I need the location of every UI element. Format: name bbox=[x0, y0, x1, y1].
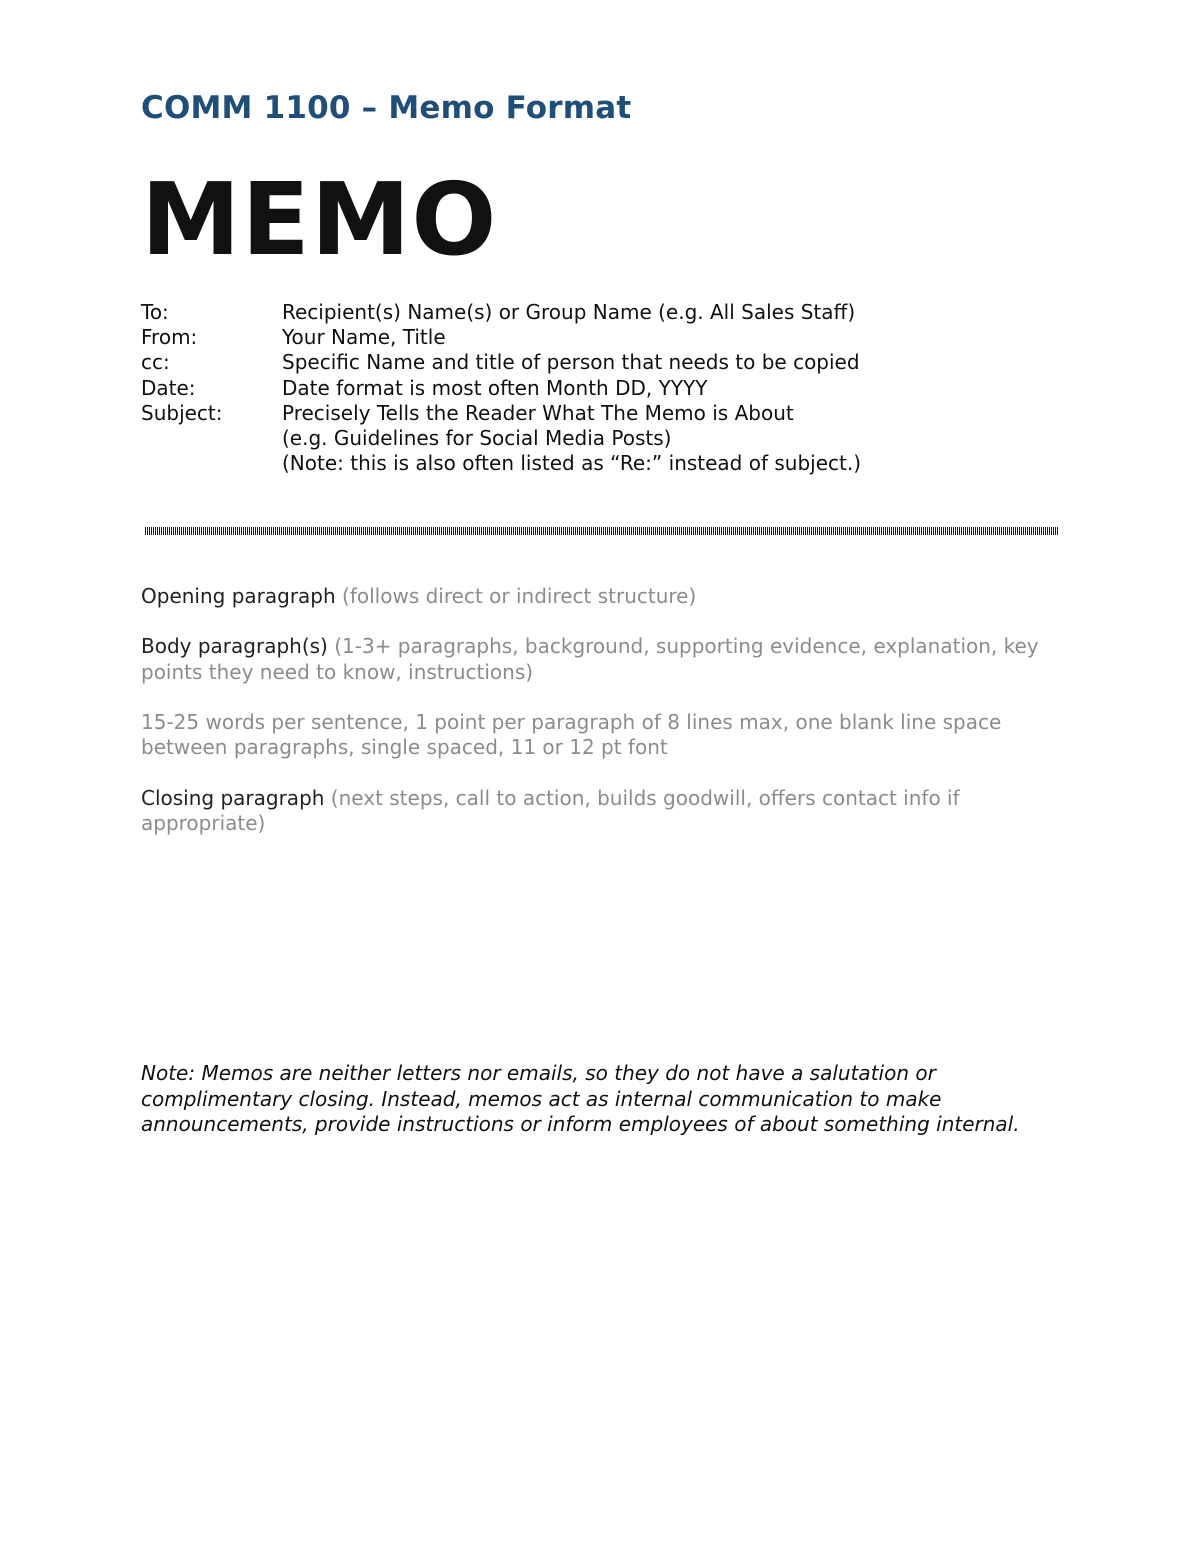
body-lead: Body paragraph(s) bbox=[141, 634, 328, 659]
memo-note: Note: Memos are neither letters nor emails, so they do not have a salutation or complimentary closing. Instead, memos act as internal communication to make announcements, provide instructions or inform employees of about something internal. bbox=[141, 1061, 1020, 1137]
date-label: Date: bbox=[141, 375, 196, 400]
header-divider bbox=[145, 527, 1059, 535]
memo-header-block bbox=[141, 300, 1041, 476]
cc-value: Specific Name and title of person that needs to be copied bbox=[282, 350, 860, 375]
body-paragraph bbox=[141, 634, 1041, 684]
closing-paragraph bbox=[141, 786, 1041, 836]
subject-line: Precisely Tells the Reader What The Memo is About bbox=[282, 400, 794, 425]
date-value: Date format is most often Month DD, YYYY bbox=[282, 375, 708, 400]
guidelines-paragraph: 15-25 words per sentence, 1 point per paragraph of 8 lines max, one blank line space between paragraphs, single spaced, 11 or 12 pt font bbox=[141, 709, 1002, 760]
opening-hint: (follows direct or indirect structure) bbox=[335, 584, 697, 608]
to-row bbox=[141, 300, 1041, 325]
to-value: Recipient(s) Name(s) or Group Name (e.g. All Sales Staff) bbox=[282, 300, 856, 324]
memo-body bbox=[141, 584, 1041, 861]
subject-example-line: (e.g. Guidelines for Social Media Posts) bbox=[282, 426, 672, 451]
from-label: From: bbox=[141, 325, 198, 350]
from-value: Your Name, Title bbox=[282, 325, 446, 350]
subject-label: Subject: bbox=[141, 400, 223, 425]
memo-heading: MEMO bbox=[141, 161, 498, 278]
closing-hint: (next steps, call to action, builds goodwill, offers contact info if appropriate) bbox=[141, 785, 960, 835]
cc-label: cc: bbox=[141, 350, 170, 375]
closing-lead: Closing paragraph bbox=[141, 785, 325, 810]
from-row bbox=[141, 325, 1041, 350]
opening-lead: Opening paragraph bbox=[141, 584, 336, 608]
to-label: To: bbox=[141, 300, 169, 324]
subject-value bbox=[282, 401, 861, 477]
date-row bbox=[141, 376, 1041, 401]
cc-row bbox=[141, 350, 1041, 375]
course-title: COMM 1100 – Memo Format bbox=[141, 90, 632, 126]
opening-paragraph bbox=[141, 584, 1041, 609]
body-hint: (1-3+ paragraphs, background, supporting evidence, explanation, key points they need to know, instructions) bbox=[141, 634, 1039, 684]
subject-row bbox=[141, 401, 1041, 477]
subject-note-line: (Note: this is also often listed as “Re:” instead of subject.) bbox=[282, 451, 862, 476]
